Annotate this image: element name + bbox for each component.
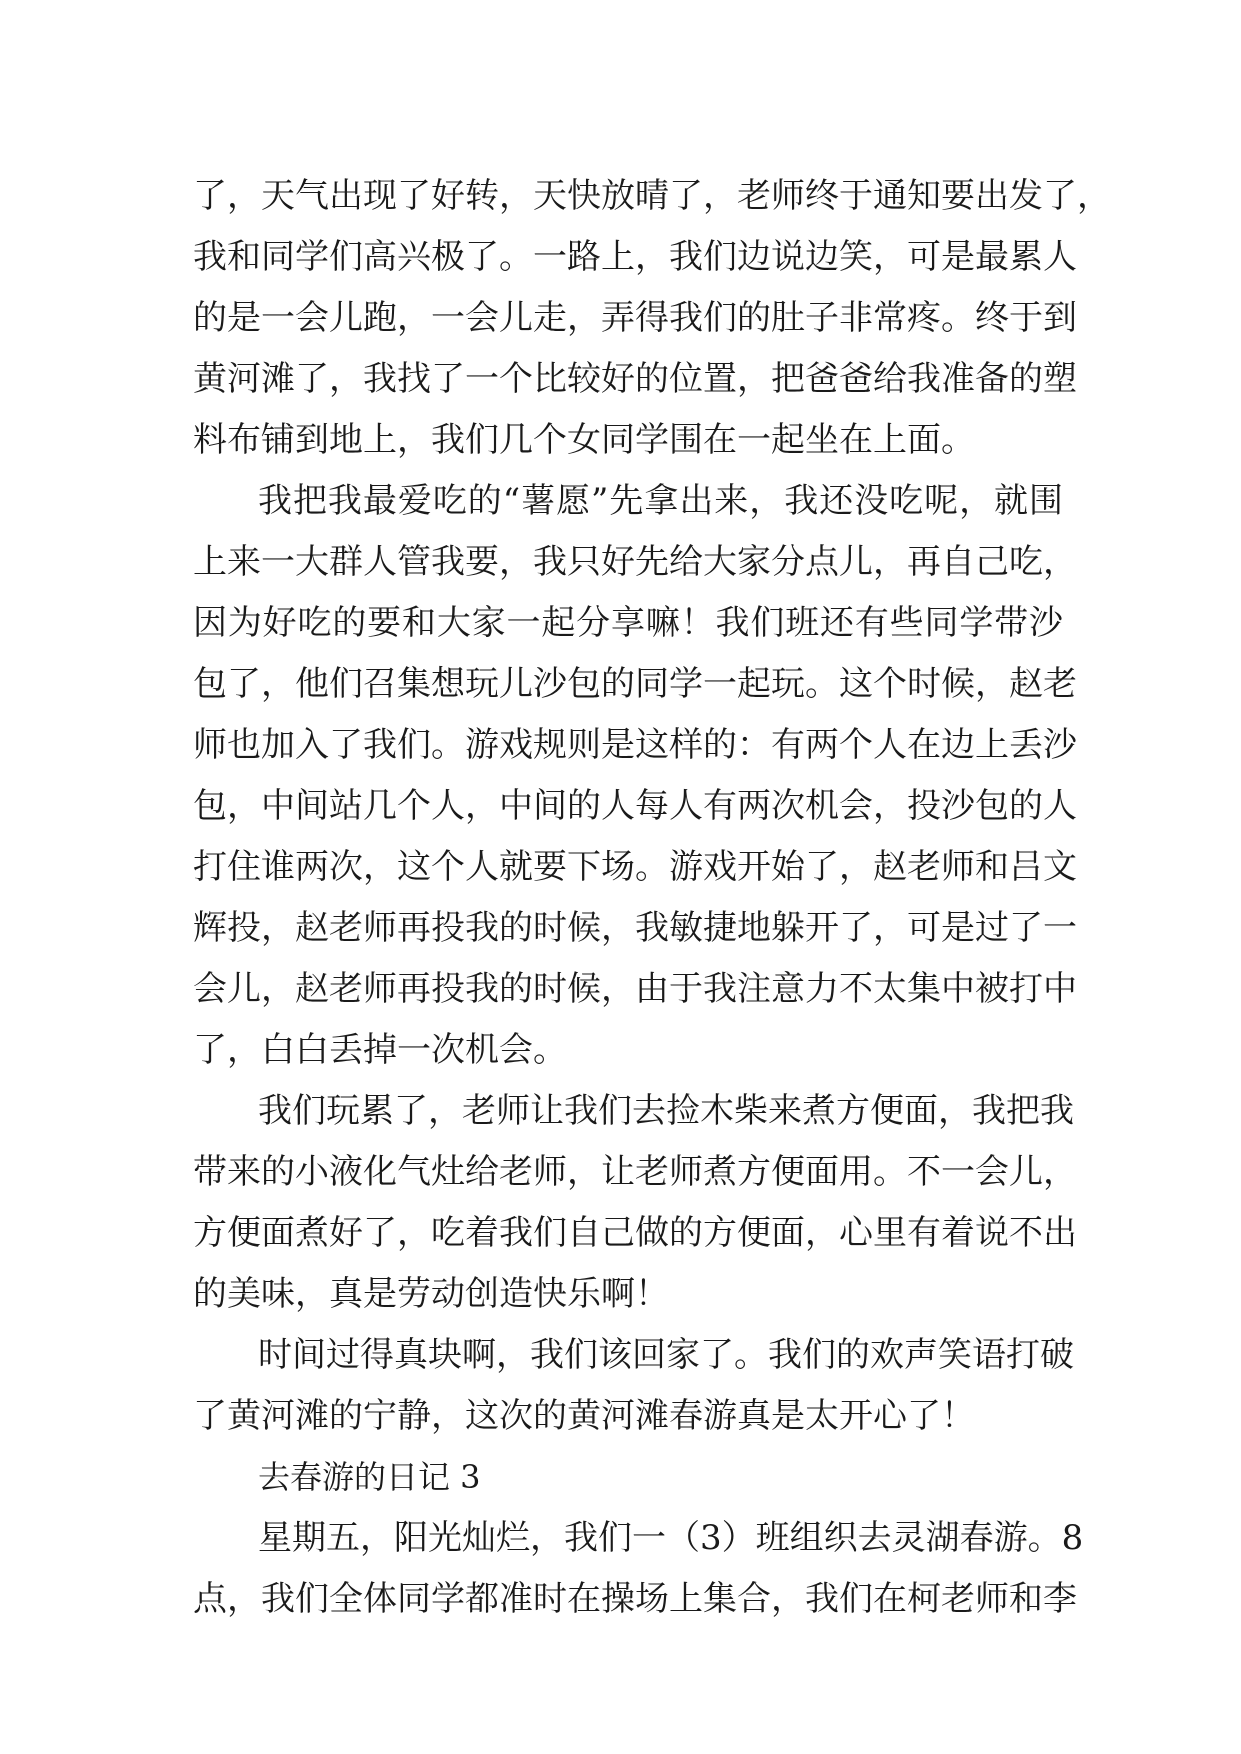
text-line: 带来的小液化气灶给老师，让老师煮方便面用。不一会儿，: [193, 1152, 1077, 1192]
text-line: 点，我们全体同学都准时在操场上集合，我们在柯老师和李: [193, 1579, 1077, 1619]
text-line: 因为好吃的要和大家一起分享嘛！我们班还有些同学带沙: [193, 603, 1063, 643]
text-line: 了，白白丢掉一次机会。: [193, 1030, 567, 1070]
text-line: 料布铺到地上，我们几个女同学围在一起坐在上面。: [193, 420, 975, 460]
paragraph-first-line: 我把我最爱吃的“薯愿”先拿出来，我还没吃呢，就围: [258, 481, 1063, 521]
paragraph-first-line: 星期五，阳光灿烂，我们一（3）班组织去灵湖春游。8: [258, 1518, 1084, 1558]
text-line: 会儿，赵老师再投我的时候，由于我注意力不太集中被打中: [193, 969, 1077, 1009]
text-line: 我和同学们高兴极了。一路上，我们边说边笑，可是最累人: [193, 237, 1077, 277]
text-line: 包了，他们召集想玩儿沙包的同学一起玩。这个时候，赵老: [193, 664, 1077, 704]
text-line: 包，中间站几个人，中间的人每人有两次机会，投沙包的人: [193, 786, 1077, 826]
text-line: 黄河滩了，我找了一个比较好的位置，把爸爸给我准备的塑: [193, 359, 1077, 399]
text-line: 打住谁两次，这个人就要下场。游戏开始了，赵老师和吕文: [193, 847, 1077, 887]
text-line: 辉投，赵老师再投我的时候，我敏捷地躲开了，可是过了一: [193, 908, 1077, 948]
text-line: 的是一会儿跑，一会儿走，弄得我们的肚子非常疼。终于到: [193, 298, 1077, 338]
text-line: 上来一大群人管我要，我只好先给大家分点儿，再自己吃，: [193, 542, 1077, 582]
text-line: 了，天气出现了好转，天快放晴了，老师终于通知要出发了，: [193, 176, 1111, 216]
paragraph-first-line: 我们玩累了，老师让我们去捡木柴来煮方便面，我把我: [258, 1091, 1074, 1131]
text-line: 师也加入了我们。游戏规则是这样的：有两个人在边上丢沙: [193, 725, 1077, 765]
text-line: 的美味，真是劳动创造快乐啊！: [193, 1274, 669, 1314]
section-heading: 去春游的日记 3: [258, 1458, 481, 1496]
paragraph-first-line: 时间过得真块啊，我们该回家了。我们的欢声笑语打破: [258, 1335, 1074, 1375]
text-line: 方便面煮好了，吃着我们自己做的方便面，心里有着说不出: [193, 1213, 1077, 1253]
text-line: 了黄河滩的宁静，这次的黄河滩春游真是太开心了！: [193, 1396, 975, 1436]
